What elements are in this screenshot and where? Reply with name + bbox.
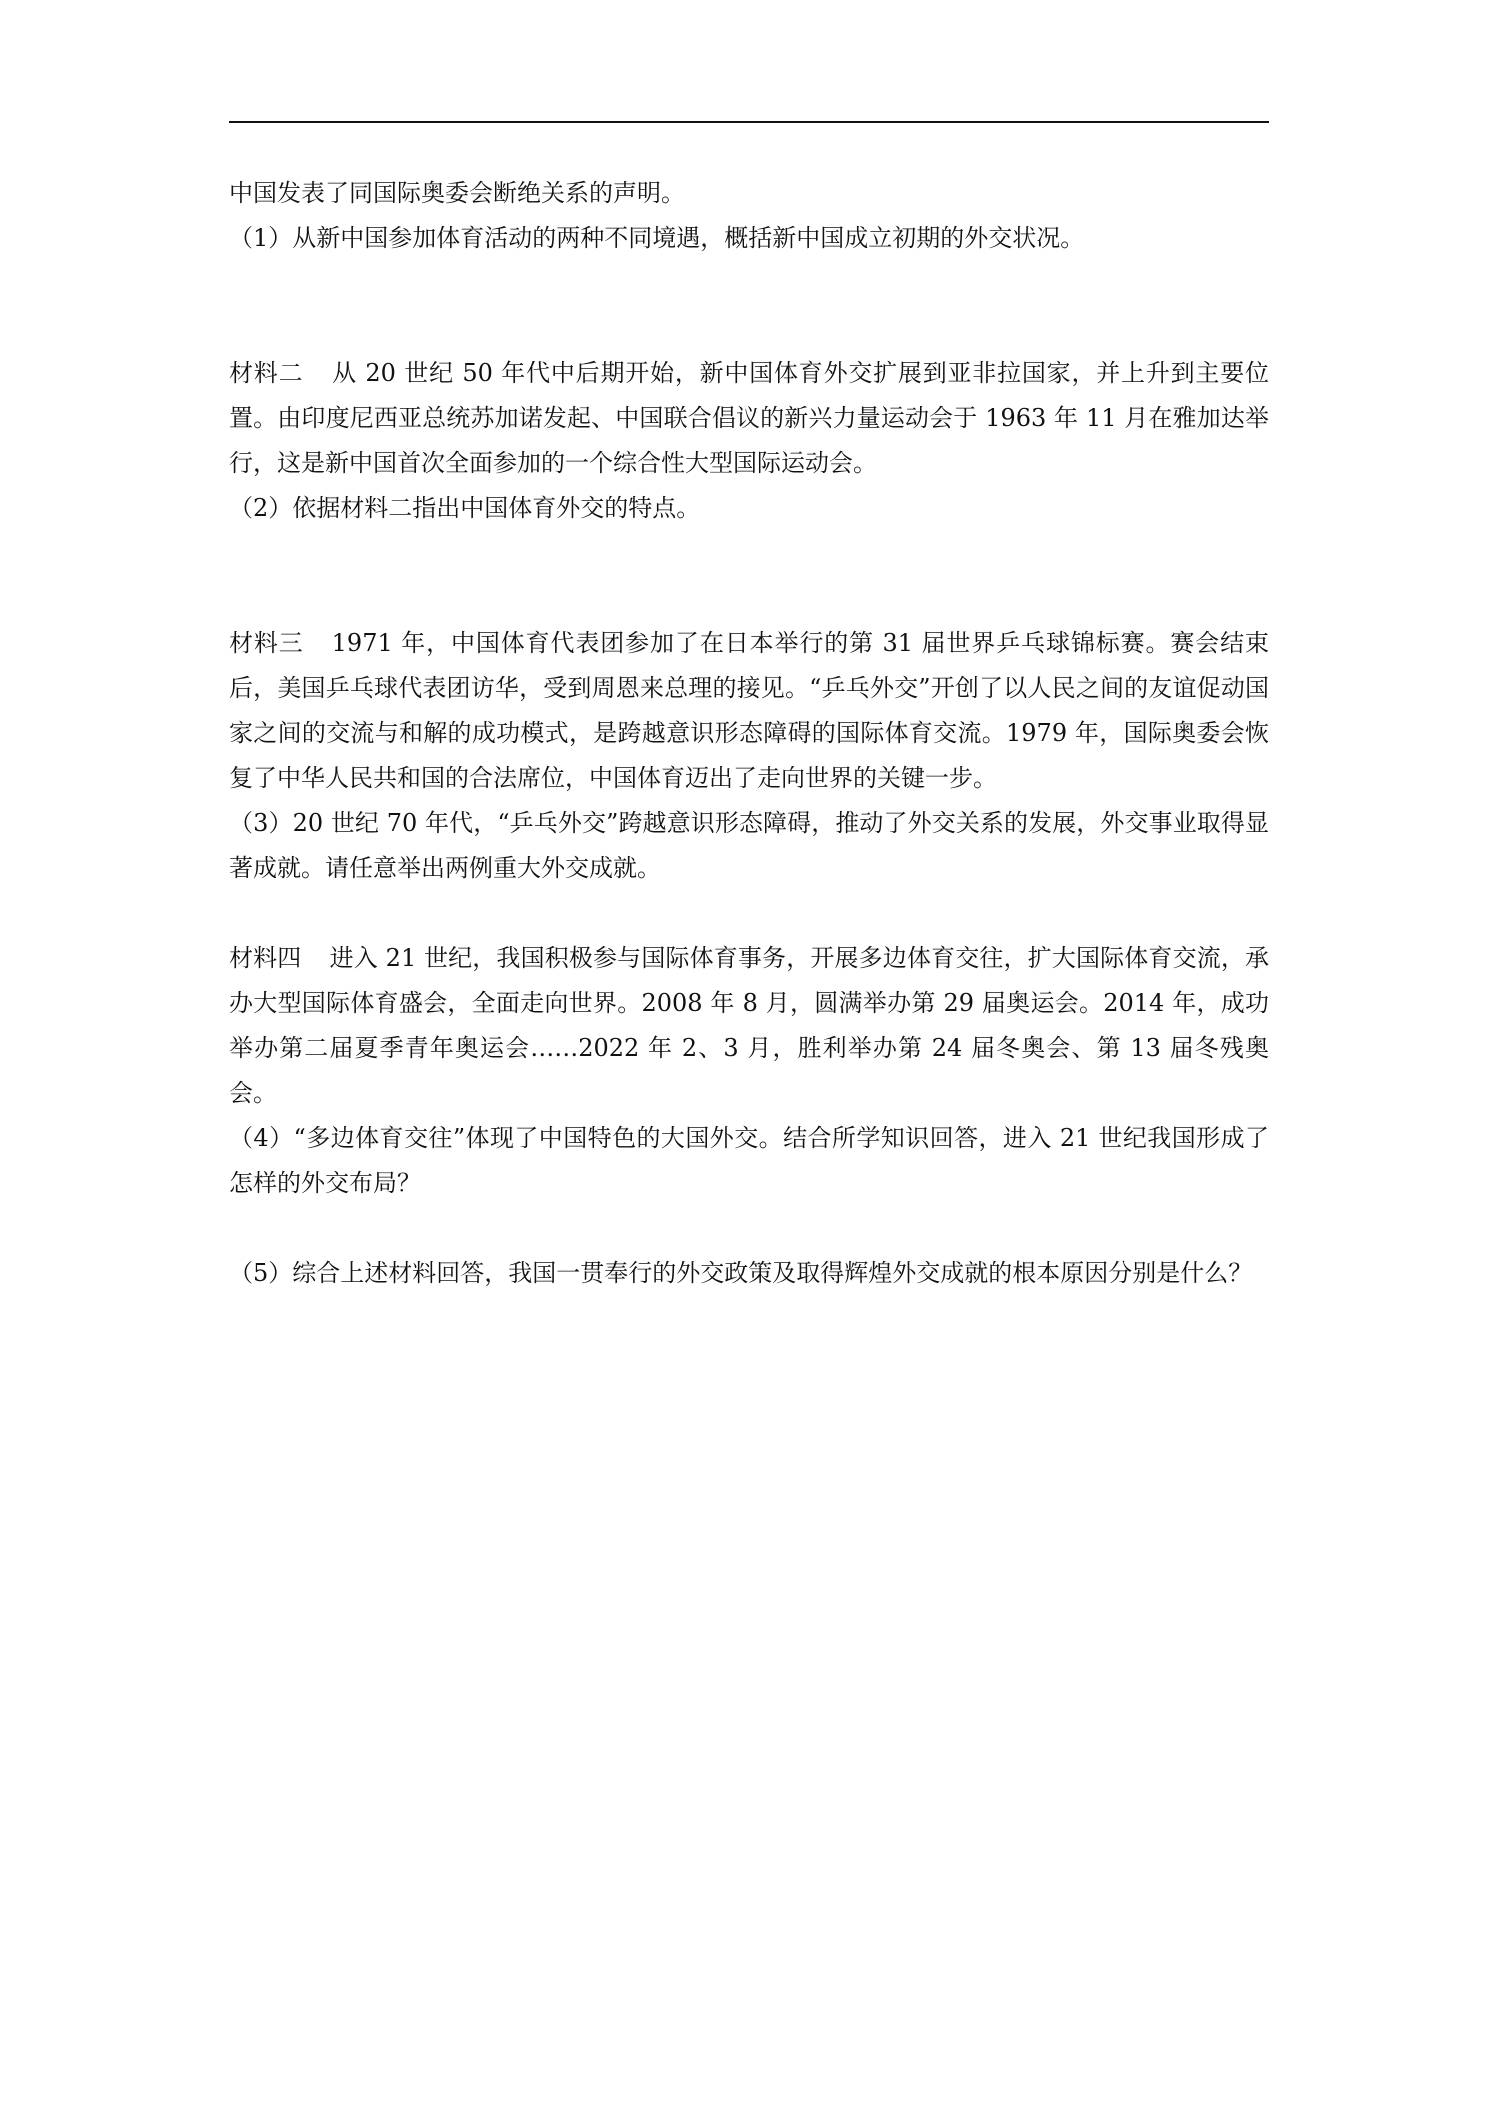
material-3-label: 材料三 <box>229 629 304 657</box>
question-5: （5）综合上述材料回答，我国一贯奉行的外交政策及取得辉煌外交成就的根本原因分别是什么？ <box>229 1259 1253 1287</box>
material-2 <box>229 351 1269 486</box>
question-4: （4）“多边体育交往”体现了中国特色的大国外交。结合所学知识回答，进入 21 世纪我国形成了怎样的外交布局？ <box>229 1124 1269 1197</box>
material-3 <box>229 621 1269 801</box>
material-one-continuation: 中国发表了同国际奥委会断绝关系的声明。 <box>229 179 685 207</box>
header-rule <box>229 121 1269 123</box>
material-3-text: 1971 年，中国体育代表团参加了在日本举行的第 31 届世界乒乓球锦标赛。赛会结束后，美国乒乓球代表团访华，受到周恩来总理的接见。“乒乓外交”开创了以人民之间的友谊促动国家之间的交流与和解的成功模式，是跨越意识形态障碍的国际体育交流。1979 年，国际奥委会恢复了中华人民共和国的合法席位，中国体育迈出了走向世界的关键一步。 <box>229 629 1269 792</box>
answer-space-4 <box>229 1206 1269 1251</box>
document-body <box>229 171 1269 1296</box>
material-4-label: 材料四 <box>229 944 302 972</box>
question-3: （3）20 世纪 70 年代，“乒乓外交”跨越意识形态障碍，推动了外交关系的发展，外交事业取得显著成就。请任意举出两例重大外交成就。 <box>229 809 1269 882</box>
answer-space-2 <box>229 531 1269 621</box>
question-2: （2）依据材料二指出中国体育外交的特点。 <box>229 494 701 522</box>
question-1: （1）从新中国参加体育活动的两种不同境遇，概括新中国成立初期的外交状况。 <box>229 224 1085 252</box>
answer-space-3 <box>229 891 1269 936</box>
material-4 <box>229 936 1269 1116</box>
material-4-text: 进入 21 世纪，我国积极参与国际体育事务，开展多边体育交往，扩大国际体育交流，承办大型国际体育盛会，全面走向世界。2008 年 8 月，圆满举办第 29 届奥运会。2014 年，成功举办第二届夏季青年奥运会……2022 年 2、3 月，胜利举办第 24 届冬奥会、第 13 届冬残奥会。 <box>229 944 1270 1107</box>
material-2-text: 从 20 世纪 50 年代中后期开始，新中国体育外交扩展到亚非拉国家，并上升到主要位置。由印度尼西亚总统苏加诺发起、中国联合倡议的新兴力量运动会于 1963 年 11 月在雅加达举行，这是新中国首次全面参加的一个综合性大型国际运动会。 <box>229 359 1270 477</box>
answer-space-1 <box>229 261 1269 351</box>
material-2-label: 材料二 <box>229 359 304 387</box>
